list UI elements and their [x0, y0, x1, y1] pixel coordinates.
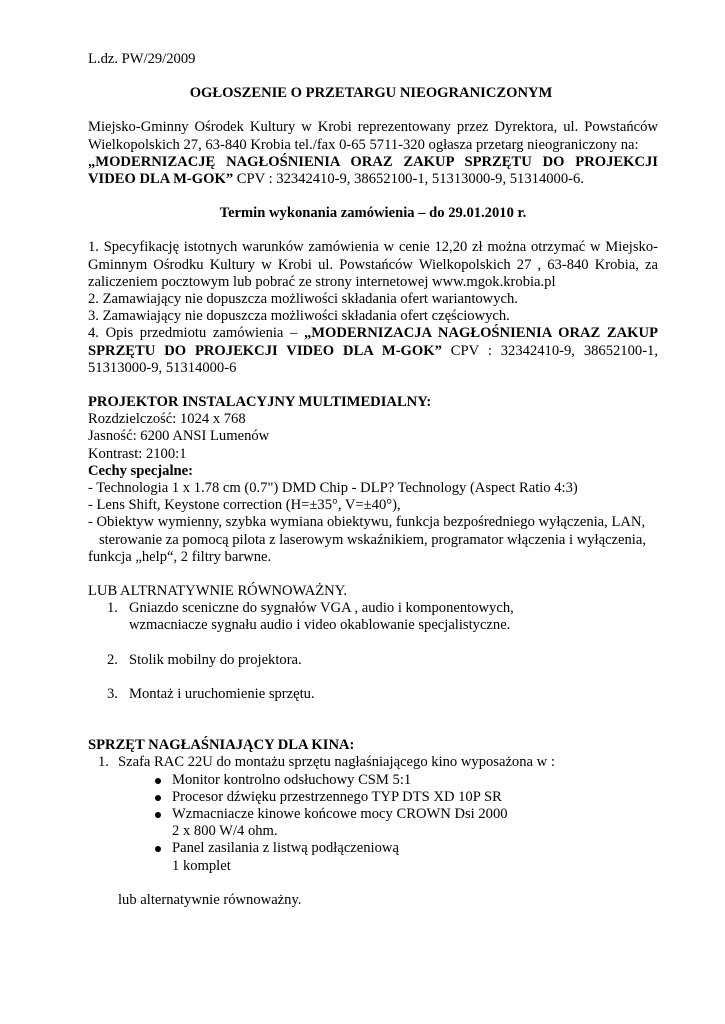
sound-bullet-2-text: Procesor dźwięku przestrzennego TYP DTS XD 10P SR — [172, 788, 502, 805]
projector-brightness: Jasność: 6200 ANSI Lumenów — [88, 428, 270, 445]
projector-resolution: Rozdzielczość: 1024 x 768 — [88, 411, 246, 428]
point-4-line-3: 51313000-9, 51314000-6 — [88, 359, 237, 376]
point-4-cpv: CPV : 32342410-9, 38652100-1, — [441, 342, 659, 359]
point-3: 3. Zamawiający nie dopuszcza możliwości składania ofert częściowych. — [88, 308, 510, 325]
intro-line-4-cpv: CPV : 32342410-9, 38652100-1, 51313000-9, 51314000-6. — [233, 171, 584, 188]
intro-paragraph — [88, 119, 658, 188]
projector-heading: PROJEKTOR INSTALACYJNY MULTIMEDIALNY: — [88, 394, 432, 411]
feature-3-line-3: funkcja „help“, 2 filtry barwne. — [88, 548, 272, 565]
alternative-item-3-text: Montaż i uruchomienie sprzętu. — [129, 685, 315, 702]
feature-3-line-2: sterowanie za pomocą pilota z laserowym wskaźnikiem, programator włączenia i wyłączenia, — [88, 531, 646, 548]
feature-2: - Lens Shift, Keystone correction (H=±35°, V=±40°), — [88, 497, 401, 514]
document-title: OGŁOSZENIE O PRZETARGU NIEOGRANICZONYM — [189, 85, 553, 102]
sound-heading: SPRZĘT NAGŁAŚNIAJĄCY DLA KINA: — [88, 737, 355, 754]
alternative-item-1-line-1: Gniazdo sceniczne do sygnałów VGA , audio i komponentowych, — [129, 600, 514, 617]
sound-bullet-4-line-1: Panel zasilania z listwą podłączeniową — [172, 840, 399, 857]
alternative-item-2 — [88, 652, 658, 669]
alternative-item-3-number: 3. — [107, 685, 118, 702]
sound-bullet-4-line-2: 1 komplet — [172, 857, 231, 874]
projector-section — [88, 394, 658, 566]
intro-line-1: Miejsko-Gminny Ośrodek Kultury w Krobi reprezentowany przez Dyrektora, ul. Powstańców — [88, 119, 658, 136]
sound-bullet-3-line-1: Wzmacniacze kinowe końcowe mocy CROWN Dsi 2000 — [172, 805, 508, 822]
alternative-item-1-line-2: wzmacniacze sygnału audio i video okablowanie specjalistyczne. — [129, 617, 511, 634]
point-2: 2. Zamawiający nie dopuszcza możliwości składania ofert wariantowych. — [88, 291, 518, 308]
sound-item-1-text: Szafa RAC 22U do montażu sprzętu nagłaśniającego kino wyposażona w : — [118, 754, 555, 771]
alternative-heading: LUB ALTRNATYWNIE RÓWNOWAŻNY. — [88, 583, 348, 600]
sound-bullet-3 — [88, 806, 658, 840]
point-4-line-2 — [88, 343, 658, 360]
sound-item-1 — [88, 754, 658, 771]
alternative-item-1 — [88, 600, 658, 634]
reference-number: L.dz. PW/29/2009 — [88, 51, 196, 67]
sound-closing: lub alternatywnie równoważny. — [118, 891, 302, 908]
alternative-item-2-text: Stolik mobilny do projektora. — [129, 651, 302, 668]
point-1-line-2: Gminnym Ośrodku Kultury w Krobi ul. Powstańców Wielkopolskich 27 , 63-840 Krobia, za — [88, 256, 658, 273]
deadline-heading: Termin wykonania zamówienia – do 29.01.2010 r. — [219, 205, 527, 222]
bullet-icon — [155, 795, 161, 801]
intro-line-3: „MODERNIZACJĘ NAGŁOŚNIENIA ORAZ ZAKUP SPRZĘTU DO PROJEKCJI — [88, 153, 658, 170]
features-heading: Cechy specjalne: — [88, 462, 193, 479]
point-4-label: 4. Opis przedmiotu zamówienia – — [88, 325, 304, 342]
point-4-line-1 — [88, 325, 658, 342]
projector-contrast: Kontrast: 2100:1 — [88, 445, 187, 462]
feature-3-line-1: - Obiektyw wymienny, szybka wymiana obiektywu, funkcja bezpośredniego wyłączenia, LAN, — [88, 514, 646, 531]
bullet-icon — [155, 846, 161, 852]
intro-line-2: Wielkopolskich 27, 63-840 Krobia tel./fax 0-65 5711-320 ogłasza przetarg nieograniczony na: — [88, 136, 639, 153]
intro-line-4-title: VIDEO DLA M-GOK” — [88, 171, 234, 188]
alternative-section — [88, 583, 658, 703]
sound-item-1-number: 1. — [98, 754, 109, 771]
point-4-title-1: „MODERNIZACJA NAGŁOŚNIENIA ORAZ ZAKUP — [303, 325, 658, 342]
point-1-line-1: 1. Specyfikację istotnych warunków zamówienia w cenie 12,20 zł można otrzymać w Miejsko- — [88, 239, 658, 256]
bullet-icon — [155, 778, 161, 784]
sound-bullet-1 — [88, 772, 658, 789]
alternative-item-2-number: 2. — [107, 651, 118, 668]
sound-bullet-2 — [88, 789, 658, 806]
sound-bullet-4 — [88, 840, 658, 874]
points-list — [88, 239, 658, 377]
point-1-line-3: zaliczeniem pocztowym lub pobrać ze strony internetowej www.mgok.krobia.pl — [88, 273, 556, 290]
intro-line-4 — [88, 171, 658, 188]
sound-section — [88, 737, 658, 909]
sound-bullet-1-text: Monitor kontrolno odsłuchowy CSM 5:1 — [172, 771, 412, 788]
sound-bullet-3-line-2: 2 x 800 W/4 ohm. — [172, 823, 278, 840]
point-4-title-2: SPRZĘTU DO PROJEKCJI VIDEO DLA M-GOK” — [88, 342, 442, 359]
bullet-icon — [155, 812, 161, 818]
alternative-item-1-number: 1. — [107, 600, 118, 617]
feature-1: - Technologia 1 x 1.78 cm (0.7") DMD Chip - DLP? Technology (Aspect Ratio 4:3) — [88, 480, 578, 497]
document-page — [88, 51, 658, 909]
alternative-item-3 — [88, 686, 658, 703]
